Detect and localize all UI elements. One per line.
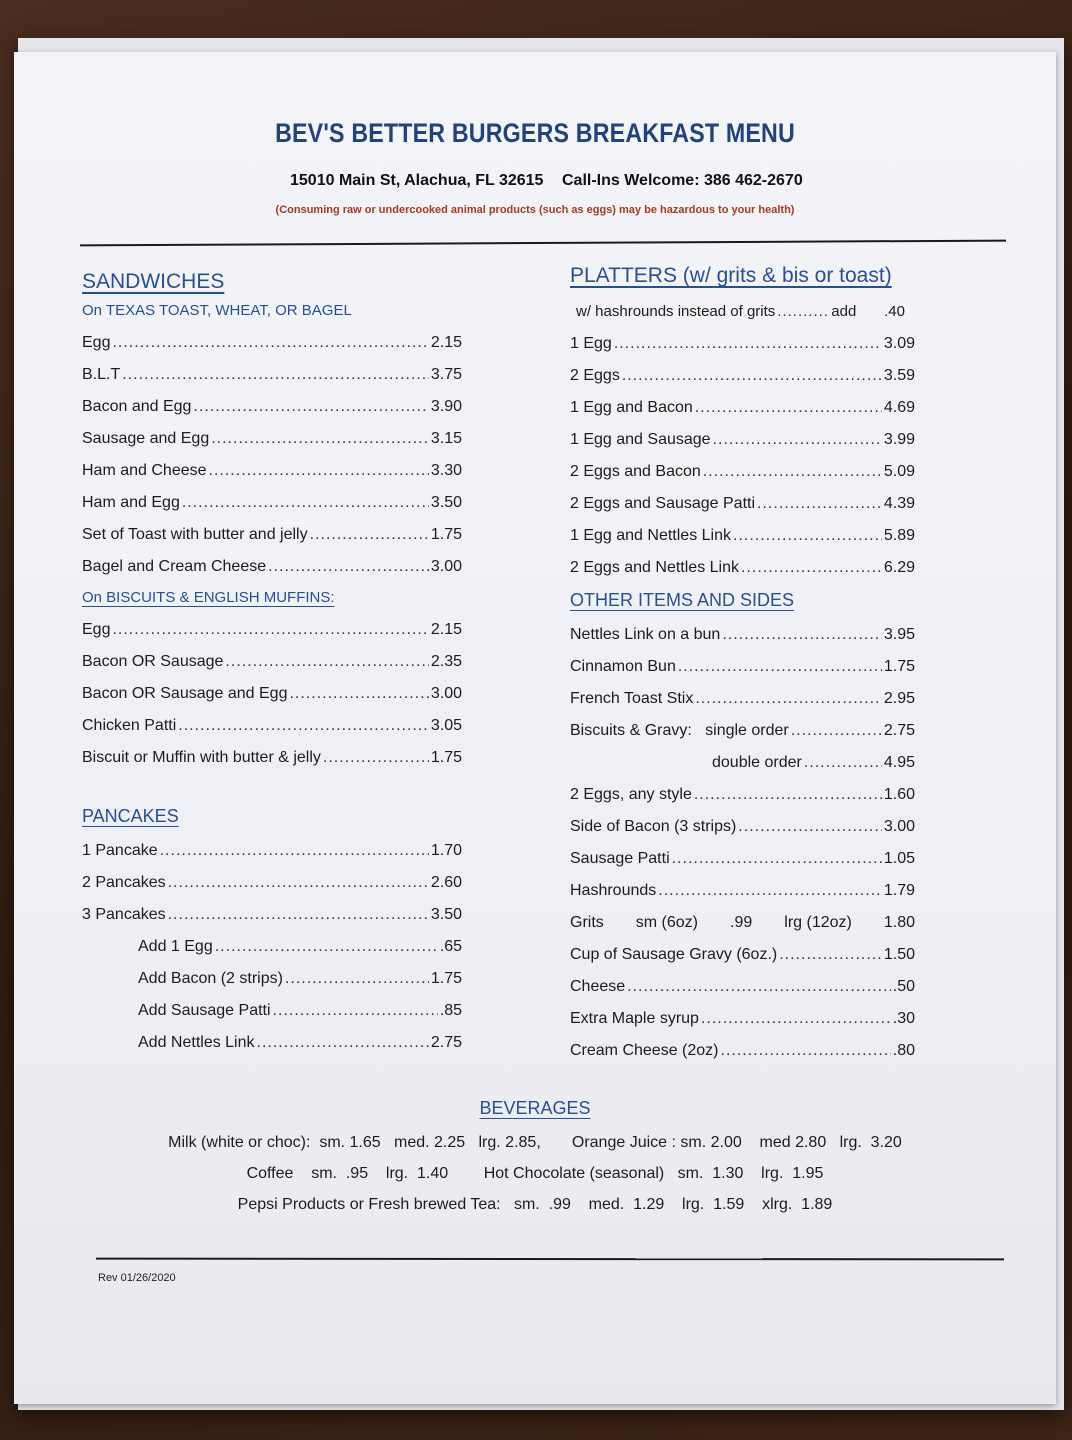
menu-item: Egg ..... 2.15	[82, 327, 462, 359]
sides-heading: OTHER ITEMS AND SIDES	[570, 590, 795, 610]
menu-addon: Add Bacon (2 strips) ..... 1.75	[82, 963, 462, 995]
top-divider	[80, 240, 1006, 247]
menu-item: 2 Eggs and Bacon ..... 5.09	[570, 456, 915, 488]
revision-date: Rev 01/26/2020	[98, 1272, 176, 1284]
menu-item: 2 Pancakes ..... 2.60	[82, 867, 462, 899]
beverages-heading: BEVERAGES	[479, 1098, 591, 1118]
sandwiches-heading: SANDWICHES	[82, 270, 225, 293]
menu-title: BEV'S BETTER BURGERS BREAKFAST MENU	[275, 118, 795, 148]
menu-item: Biscuit or Muffin with butter & jelly ..... 1.75	[82, 742, 462, 774]
menu-item: Sausage and Egg ..... 3.15	[82, 423, 462, 455]
menu-item: 1 Egg ..... 3.09	[570, 328, 915, 360]
menu-item: Bagel and Cream Cheese ..... 3.00	[82, 551, 462, 583]
beverage-line: Coffee sm. .95 lrg. 1.40 Hot Chocolate (seasonal) sm. 1.30 lrg. 1.95	[246, 1165, 824, 1182]
menu-addon: Add Sausage Patti ..... .85	[82, 995, 462, 1027]
menu-addon: Add 1 Egg ..... .65	[82, 931, 462, 963]
menu-item: 3 Pancakes ..... 3.50	[82, 899, 462, 931]
grits-sm-price: .99	[730, 914, 753, 931]
bottom-divider	[96, 1258, 1004, 1261]
beverage-line: Milk (white or choc): sm. 1.65 med. 2.25 lrg. 2.85, Orange Juice : sm. 2.00 med 2.80 lrg. 3.20	[168, 1134, 902, 1151]
sides-item-list	[570, 619, 915, 1067]
menu-item: 1 Pancake ..... 1.70	[82, 835, 462, 867]
menu-addon: Add Nettles Link ..... 2.75	[82, 1027, 462, 1059]
menu-item: Bacon OR Sausage ..... 2.35	[82, 646, 462, 678]
platter-item-list	[570, 328, 915, 584]
menu-item: 2 Eggs, any style ..... 1.60	[570, 779, 915, 811]
menu-item: Bacon OR Sausage and Egg ..... 3.00	[82, 678, 462, 710]
menu-item: Nettles Link on a bun ..... 3.95	[570, 619, 915, 651]
menu-item: 1 Egg and Bacon ..... 4.69	[570, 392, 915, 424]
menu-item: Cup of Sausage Gravy (6oz.) ..... 1.50	[570, 939, 915, 971]
toast-item-list	[82, 327, 462, 583]
menu-item: Cream Cheese (2oz) ..... .80	[570, 1035, 915, 1067]
toast-subheading: On TEXAS TOAST, WHEAT, OR BAGEL	[82, 302, 352, 319]
grits-label: Grits	[570, 914, 604, 931]
spacer	[82, 774, 462, 806]
menu-item: Chicken Patti ..... 3.05	[82, 710, 462, 742]
menu-item: Ham and Egg ..... 3.50	[82, 487, 462, 519]
menu-item: Extra Maple syrup ..... .30	[570, 1003, 915, 1035]
menu-item: Hashrounds ..... 1.79	[570, 875, 915, 907]
menu-item: 2 Eggs and Nettles Link ..... 6.29	[570, 552, 915, 584]
grits-lrg-label: lrg (12oz)	[784, 914, 852, 931]
pancake-item-list	[82, 835, 462, 1059]
biscuit-subheading: On BISCUITS & ENGLISH MUFFINS:	[82, 589, 335, 606]
menu-item-double-order: double order ..... 4.95	[570, 747, 915, 779]
grits-lrg-price: 1.80	[883, 914, 915, 931]
menu-sheet	[14, 52, 1056, 1404]
menu-item: Cinnamon Bun ..... 1.75	[570, 651, 915, 683]
pancakes-heading: PANCAKES	[82, 806, 179, 826]
call-ins-phone: Call-Ins Welcome: 386 462-2670	[562, 172, 803, 189]
menu-item: Ham and Cheese ..... 3.30	[82, 455, 462, 487]
health-warning: (Consuming raw or undercooked animal products (such as eggs) may be hazardous to your health)	[275, 204, 795, 216]
menu-item: Set of Toast with butter and jelly ..... 1.75	[82, 519, 462, 551]
grits-sm-label: sm (6oz)	[635, 914, 699, 931]
right-column	[570, 264, 915, 1067]
platters-heading: PLATTERS (w/ grits & bis or toast)	[570, 264, 892, 287]
menu-item: 2 Eggs ..... 3.59	[570, 360, 915, 392]
menu-item: Cheese ..... .50	[570, 971, 915, 1003]
menu-item: Egg ..... 2.15	[82, 614, 462, 646]
menu-item: 2 Eggs and Sausage Patti ..... 4.39	[570, 488, 915, 520]
left-column	[82, 270, 462, 1059]
menu-item: 1 Egg and Nettles Link ..... 5.89	[570, 520, 915, 552]
grits-row	[570, 907, 915, 939]
menu-item: Side of Bacon (3 strips) ..... 3.00	[570, 811, 915, 843]
beverages-section	[14, 1098, 1056, 1220]
menu-item: 1 Egg and Sausage ..... 3.99	[570, 424, 915, 456]
menu-item: Biscuits & Gravy: single order ..... 2.75	[570, 715, 915, 747]
menu-item: B.L.T ..... 3.75	[82, 359, 462, 391]
beverage-line: Pepsi Products or Fresh brewed Tea: sm. .99 med. 1.29 lrg. 1.59 xlrg. 1.89	[237, 1196, 833, 1213]
menu-item: Sausage Patti ..... 1.05	[570, 843, 915, 875]
hashrounds-note: w/ hashrounds instead of grits ..... add .40	[570, 296, 915, 328]
biscuit-item-list	[82, 614, 462, 774]
restaurant-address: 15010 Main St, Alachua, FL 32615	[290, 172, 544, 189]
menu-item: French Toast Stix ..... 2.95	[570, 683, 915, 715]
menu-item: Bacon and Egg ..... 3.90	[82, 391, 462, 423]
